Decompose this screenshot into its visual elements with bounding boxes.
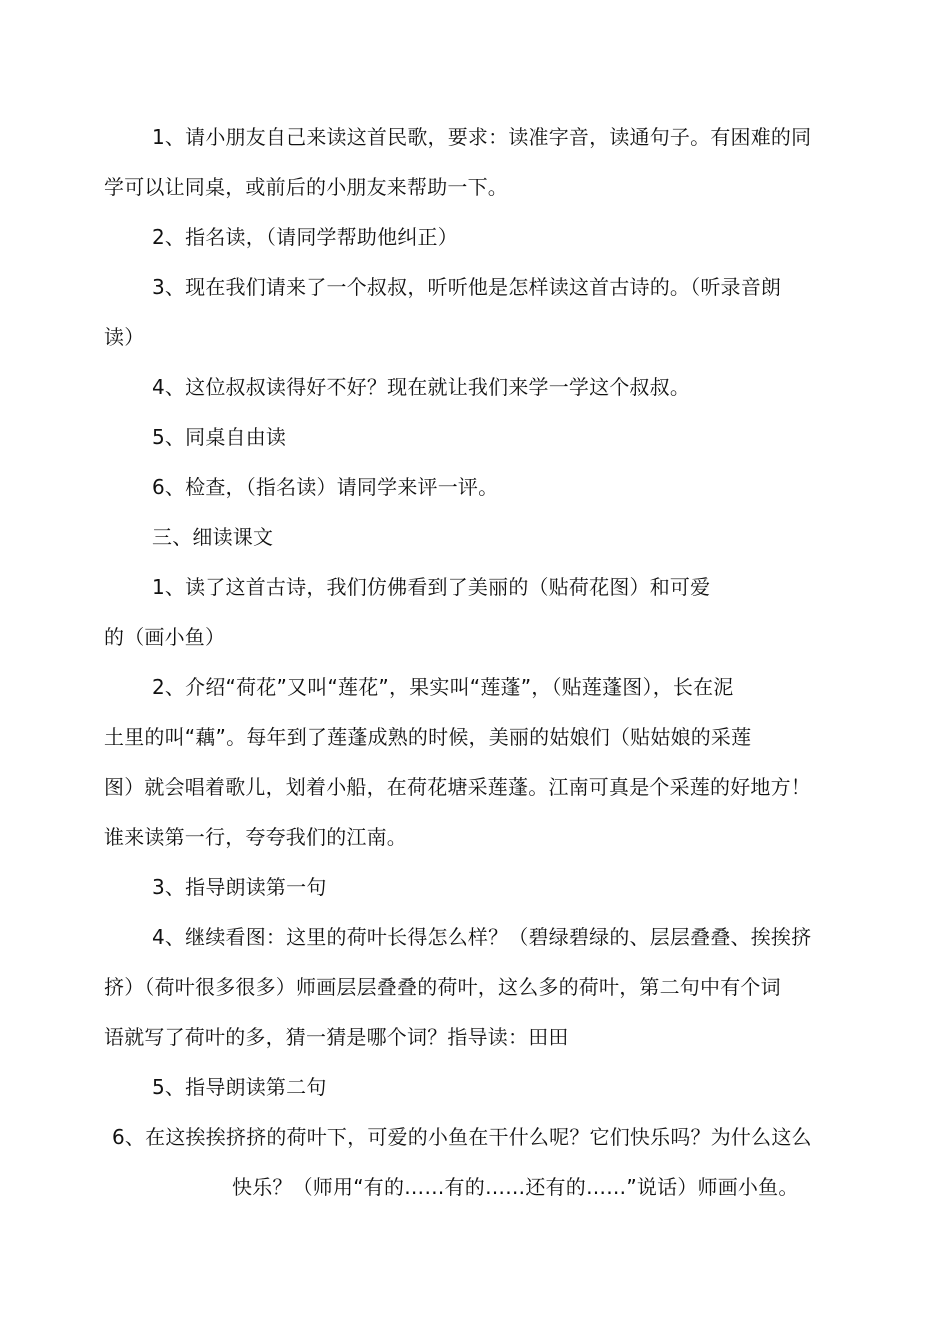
text-line: 2、介绍“荷花”又叫“莲花”，果实叫“莲蓬”，（贴莲蓬图），长在泥: [152, 675, 734, 699]
text-line: 3、指导朗读第一句: [152, 875, 327, 899]
text-line: 的（画小鱼）: [104, 625, 226, 649]
text-line: 读）: [104, 325, 145, 349]
text-line: 谁来读第一行，夸夸我们的江南。: [104, 825, 407, 849]
text-line: 语就写了荷叶的多，猜一猜是哪个词？指导读：田田: [104, 1025, 569, 1049]
text-line: 快乐？（师用“有的……有的……还有的……”说话）师画小鱼。: [232, 1175, 799, 1199]
text-line: 5、同桌自由读: [152, 425, 287, 449]
text-line: 4、继续看图：这里的荷叶长得怎么样？（碧绿碧绿的、层层叠叠、挨挨挤: [152, 925, 812, 949]
text-line: 土里的叫“藕”。每年到了莲蓬成熟的时候，美丽的姑娘们（贴姑娘的采莲: [104, 725, 752, 749]
text-line: 6、检查，（指名读）请同学来评一评。: [152, 475, 499, 499]
text-line: 3、现在我们请来了一个叔叔，听听他是怎样读这首古诗的。（听录音朗: [152, 275, 782, 299]
text-line: 学可以让同桌，或前后的小朋友来帮助一下。: [104, 175, 508, 199]
section-heading: 三、细读课文: [152, 525, 274, 549]
text-line: 1、读了这首古诗，我们仿佛看到了美丽的（贴荷花图）和可爱: [152, 575, 711, 599]
text-line: 4、这位叔叔读得好不好？现在就让我们来学一学这个叔叔。: [152, 375, 691, 399]
text-line: 6、在这挨挨挤挤的荷叶下，可爱的小鱼在干什么呢？它们快乐吗？为什么这么: [112, 1125, 812, 1149]
text-line: 挤）（荷叶很多很多）师画层层叠叠的荷叶，这么多的荷叶，第二句中有个词: [104, 975, 781, 999]
text-line: 5、指导朗读第二句: [152, 1075, 327, 1099]
text-line: 1、请小朋友自己来读这首民歌，要求：读准字音，读通句子。有困难的同: [152, 125, 812, 149]
text-line: 2、指名读，（请同学帮助他纠正）: [152, 225, 458, 249]
text-line: 图）就会唱着歌儿，划着小船，在荷花塘采莲蓬。江南可真是个采莲的好地方！: [104, 775, 811, 799]
